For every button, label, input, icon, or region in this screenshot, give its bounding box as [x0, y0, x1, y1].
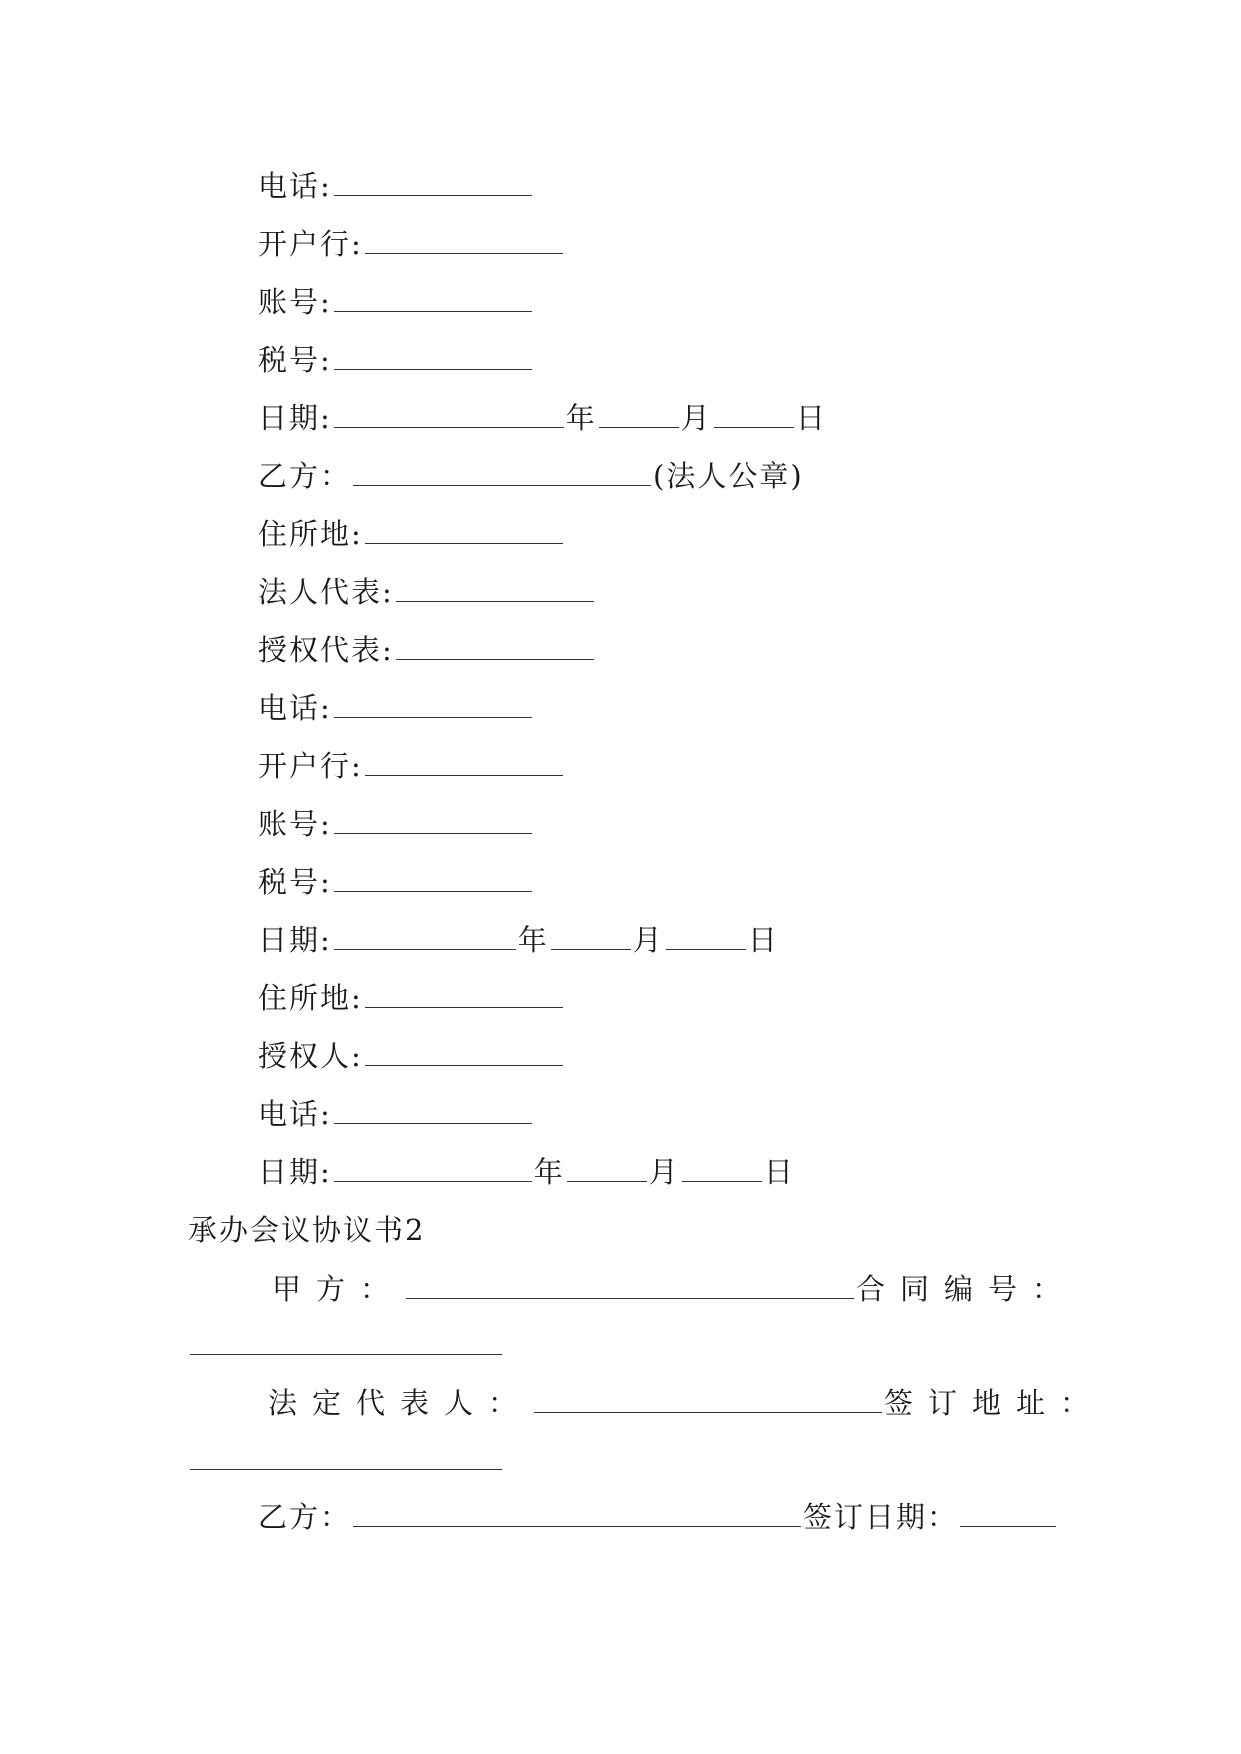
account-label: 账号: [258, 285, 332, 319]
date-label: 日期: [258, 923, 332, 957]
account-blank[interactable] [334, 283, 532, 312]
auth-rep-label: 授权代表: [258, 633, 394, 667]
party-a-blank[interactable] [406, 1270, 854, 1299]
sign-date-label: 签订日期： [803, 1500, 959, 1534]
phone-label: 电话: [258, 1097, 332, 1131]
sign-address-blank[interactable] [190, 1441, 502, 1470]
party-b-legal-rep-row [258, 572, 596, 612]
tax-label: 税号: [258, 865, 332, 899]
day-blank[interactable] [714, 399, 794, 428]
legal-rep-sign-address-row [268, 1383, 1104, 1423]
day-label: 日 [763, 1155, 795, 1189]
tax-label: 税号: [258, 343, 332, 377]
bank-label: 开户行: [258, 227, 363, 261]
authorized-blank[interactable] [365, 1037, 563, 1066]
tax-blank[interactable] [334, 863, 532, 892]
party-b-bank-row [258, 746, 565, 786]
sign-address-continuation [188, 1440, 504, 1480]
bank-blank[interactable] [365, 747, 563, 776]
phone-blank[interactable] [334, 689, 532, 718]
party-a-account-row [258, 282, 534, 322]
year-label: 年 [533, 1155, 565, 1189]
day-blank[interactable] [666, 921, 746, 950]
party-b-auth-rep-row [258, 630, 596, 670]
month-blank[interactable] [551, 921, 631, 950]
phone-blank[interactable] [334, 1095, 532, 1124]
date-label: 日期: [258, 401, 332, 435]
contract-no-blank[interactable] [190, 1326, 502, 1355]
contract-no-label: 合同编号： [856, 1272, 1077, 1306]
party-b-tax-row [258, 862, 534, 902]
agreement-title: 承办会议协议书2 [188, 1213, 426, 1247]
address-label: 住所地: [258, 981, 363, 1015]
legal-rep-label: 法人代表: [258, 575, 394, 609]
year-label: 年 [517, 923, 549, 957]
authorized-label: 授权人: [258, 1039, 363, 1073]
year-label: 年 [565, 401, 597, 435]
bank-label: 开户行: [258, 749, 363, 783]
legal-rep-blank[interactable] [396, 573, 594, 602]
party-b-label: 乙方： [258, 459, 352, 493]
party-b-row [258, 456, 804, 496]
party-b-sign-date-row [258, 1497, 1058, 1537]
day-label: 日 [795, 401, 827, 435]
tax-blank[interactable] [334, 341, 532, 370]
seal-label: (法人公章) [653, 459, 804, 493]
third-authorized-row [258, 1036, 565, 1076]
sign-address-label: 签订地址： [884, 1386, 1105, 1420]
year-blank[interactable] [334, 921, 516, 950]
year-blank[interactable] [334, 1153, 532, 1182]
month-label: 月 [632, 923, 664, 957]
day-label: 日 [747, 923, 779, 957]
party-a-label: 甲方： [272, 1272, 405, 1306]
party-a-date-row [258, 398, 827, 438]
sign-date-blank[interactable] [960, 1498, 1056, 1527]
month-label: 月 [680, 401, 712, 435]
contract-no-continuation [188, 1325, 504, 1365]
third-address-row [258, 978, 565, 1018]
account-label: 账号: [258, 807, 332, 841]
phone-blank[interactable] [334, 167, 532, 196]
month-label: 月 [648, 1155, 680, 1189]
party-b-date-row [258, 920, 779, 960]
party-b-blank[interactable] [353, 457, 651, 486]
party-b-blank[interactable] [353, 1498, 801, 1527]
party-a-bank-row [258, 224, 565, 264]
day-blank[interactable] [682, 1153, 762, 1182]
phone-label: 电话: [258, 169, 332, 203]
year-blank[interactable] [334, 399, 564, 428]
month-blank[interactable] [567, 1153, 647, 1182]
account-blank[interactable] [334, 805, 532, 834]
party-b-label: 乙方： [258, 1500, 352, 1534]
month-blank[interactable] [599, 399, 679, 428]
legal-rep-blank[interactable] [534, 1384, 882, 1413]
third-phone-row [258, 1094, 534, 1134]
party-a-contract-row [272, 1269, 1076, 1309]
party-b-account-row [258, 804, 534, 844]
third-date-row [258, 1152, 795, 1192]
legal-rep-label: 法定代表人： [268, 1386, 533, 1420]
party-a-phone-row [258, 166, 534, 206]
party-b-address-row [258, 514, 565, 554]
party-b-phone-row [258, 688, 534, 728]
phone-label: 电话: [258, 691, 332, 725]
address-blank[interactable] [365, 515, 563, 544]
address-blank[interactable] [365, 979, 563, 1008]
auth-rep-blank[interactable] [396, 631, 594, 660]
bank-blank[interactable] [365, 225, 563, 254]
date-label: 日期: [258, 1155, 332, 1189]
party-a-tax-row [258, 340, 534, 380]
address-label: 住所地: [258, 517, 363, 551]
